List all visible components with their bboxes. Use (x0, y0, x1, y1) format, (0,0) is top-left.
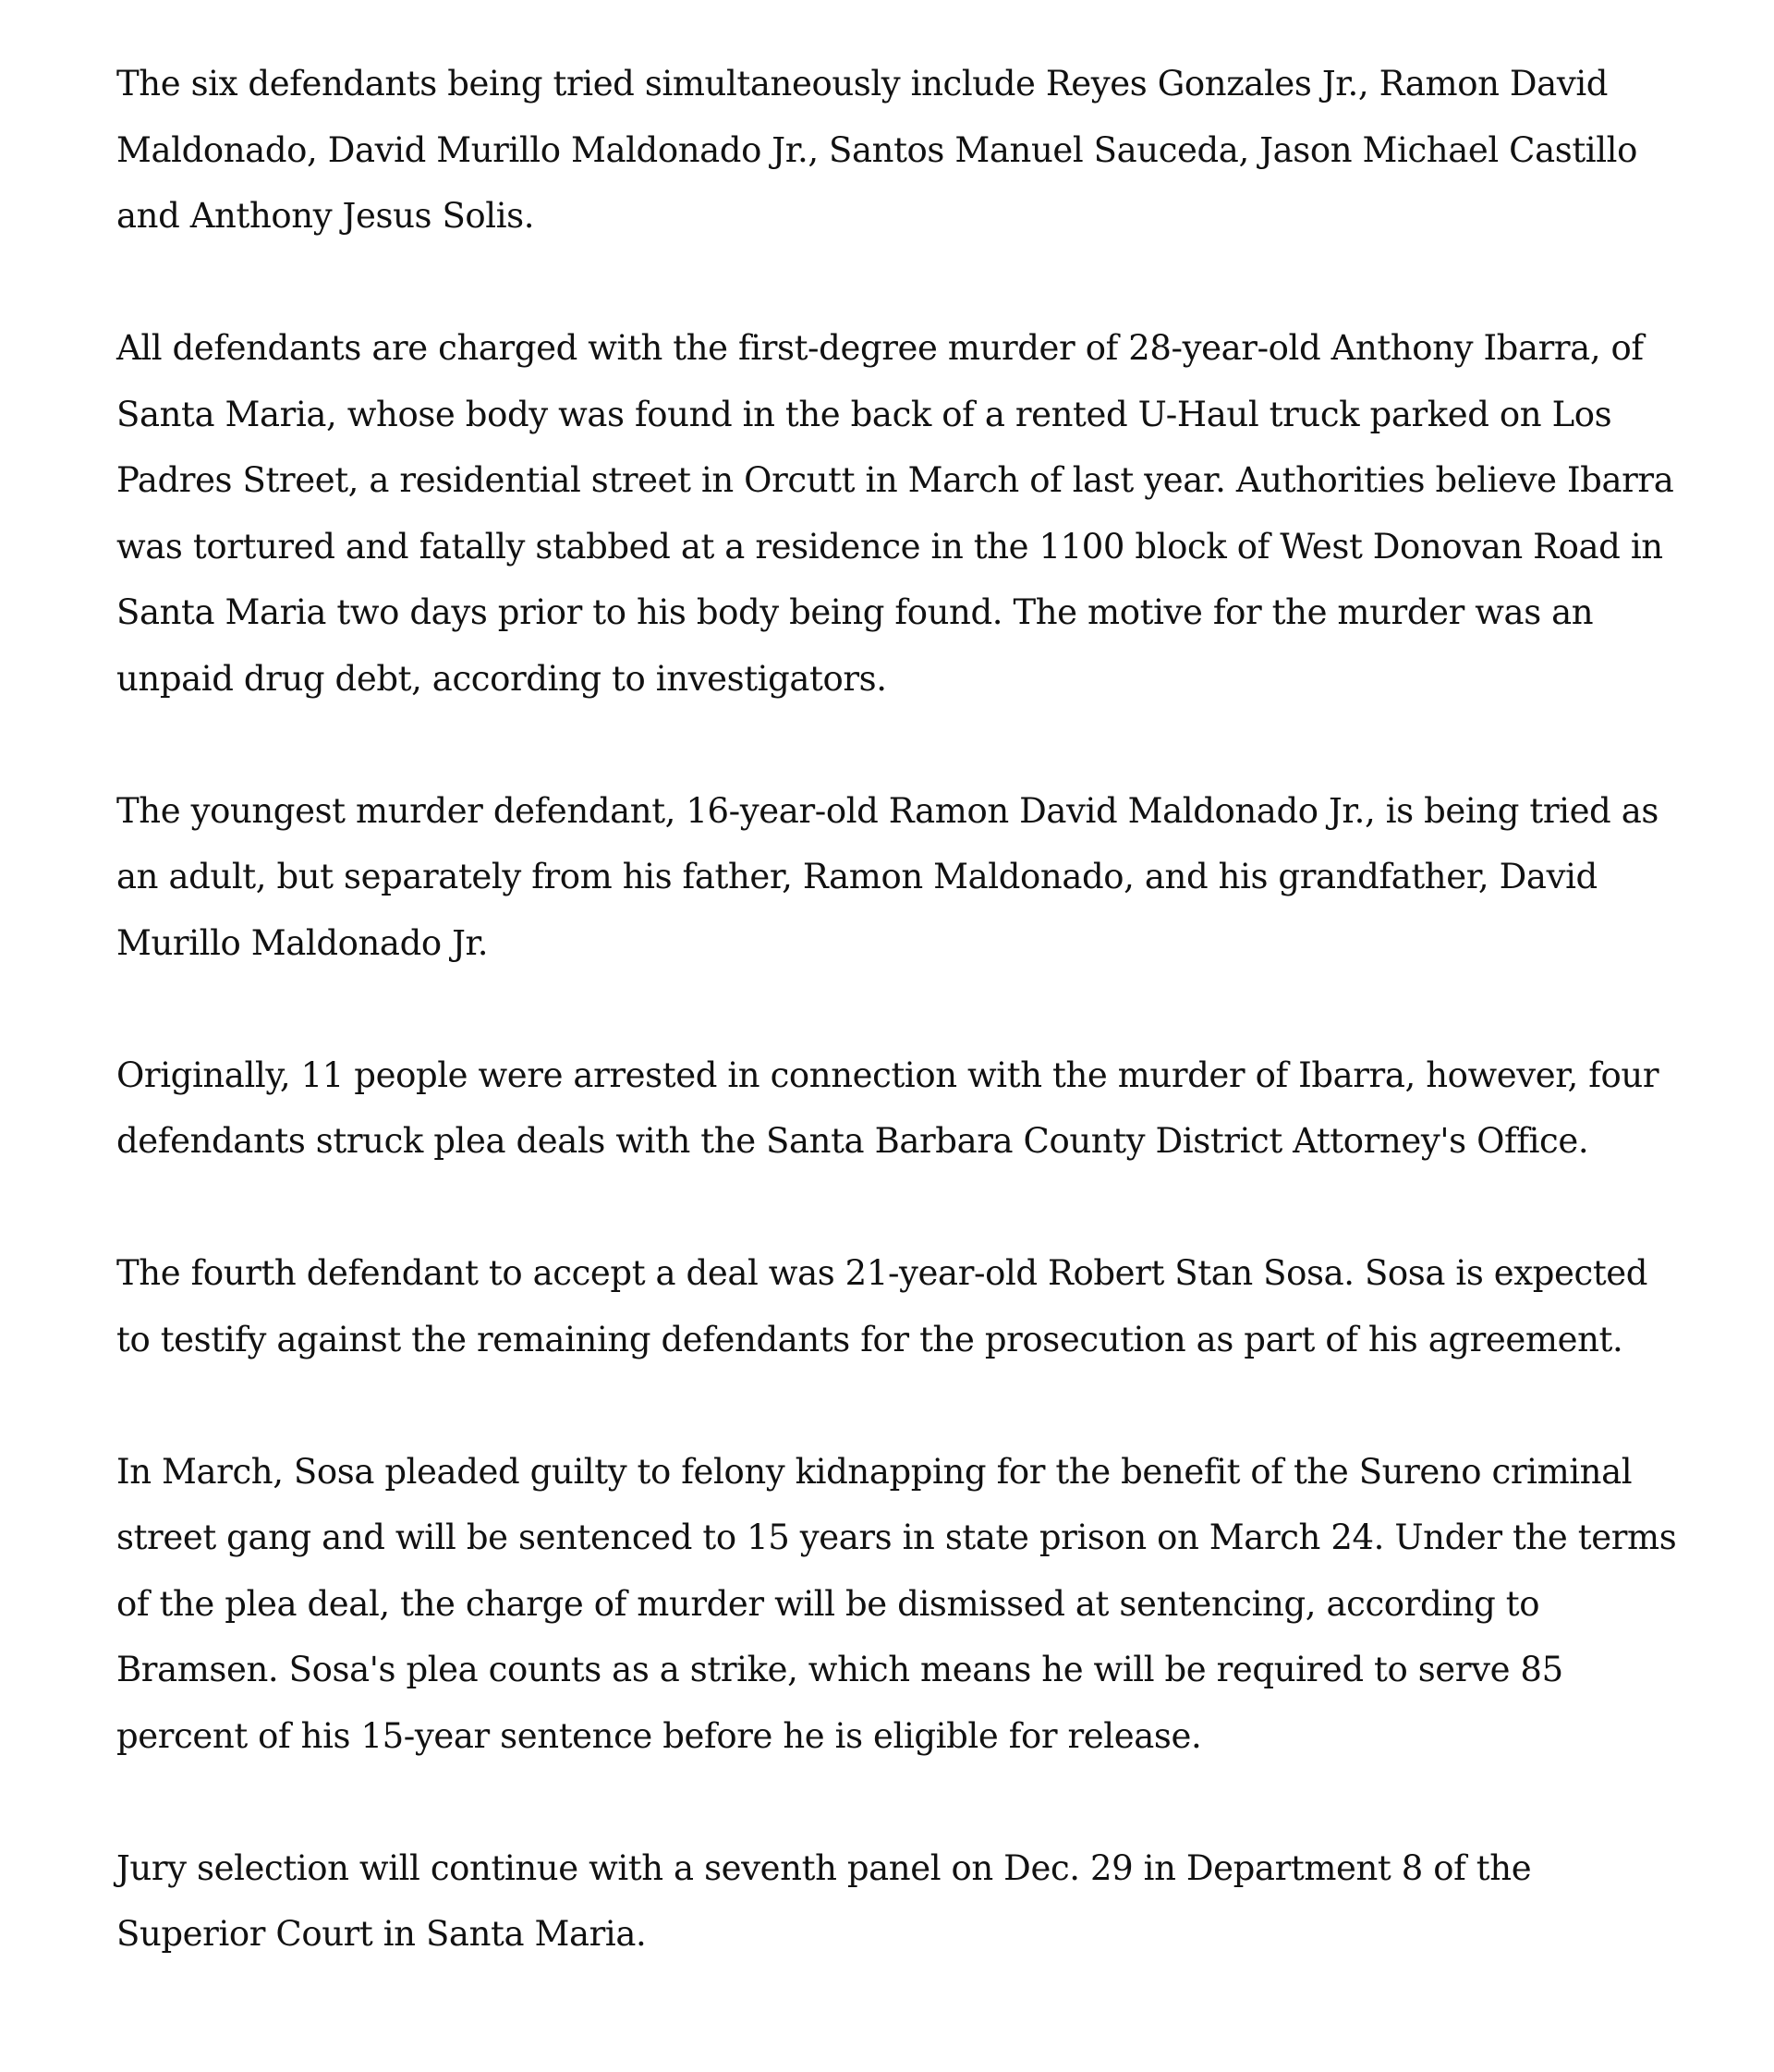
paragraph-sosa-plea: In March, Sosa pleaded guilty to felony kidnapping for the benefit of the Sureno criminal street gang and will be sentenced to 15 years in state prison on March 24. Under the terms of the plea deal, the charge of murder will be dismissed at sentencing, according to Bramsen. Sosa's plea counts as a strike, which means he will be required to serve 85 percent of his 15-year sentence before he is eligible for release. (116, 1451, 1677, 1756)
paragraph-plea-deals: Originally, 11 people were arrested in connection with the murder of Ibarra, however, four defendants struck plea deals with the Santa Barbara County District Attorney's Office. (116, 1054, 1659, 1161)
paragraph-defendants-list: The six defendants being tried simultaneously include Reyes Gonzales Jr., Ramon David Maldonado, David Murillo Maldonado Jr., Santos Manuel Sauceda, Jason Michael Castillo and Anthony Jesus Solis. (116, 64, 1637, 236)
paragraph-youngest-defendant: The youngest murder defendant, 16-year-old Ramon David Maldonado Jr., is being tried as an adult, but separately from his father, Ramon Maldonado, and his grandfather, David Murillo Maldonado Jr. (116, 790, 1659, 963)
article-body (116, 51, 1687, 1968)
paragraph-fourth-defendant: The fourth defendant to accept a deal was 21-year-old Robert Stan Sosa. Sosa is expected to testify against the remaining defendants for the prosecution as part of his agreement. (116, 1253, 1648, 1359)
paragraph-jury-selection: Jury selection will continue with a seventh panel on Dec. 29 in Department 8 of the Superior Court in Santa Maria. (116, 1847, 1532, 1954)
paragraph-charges: All defendants are charged with the first-degree murder of 28-year-old Anthony Ibarra, of Santa Maria, whose body was found in the back of a rented U-Haul truck parked on Los Padres Street, a residential street in Orcutt in March of last year. Authorities believe Ibarra was tortured and fatally stabbed at a residence in the 1100 block of West Donovan Road in Santa Maria two days prior to his body being found. The motive for the murder was an unpaid drug debt, according to investigators. (116, 328, 1674, 699)
